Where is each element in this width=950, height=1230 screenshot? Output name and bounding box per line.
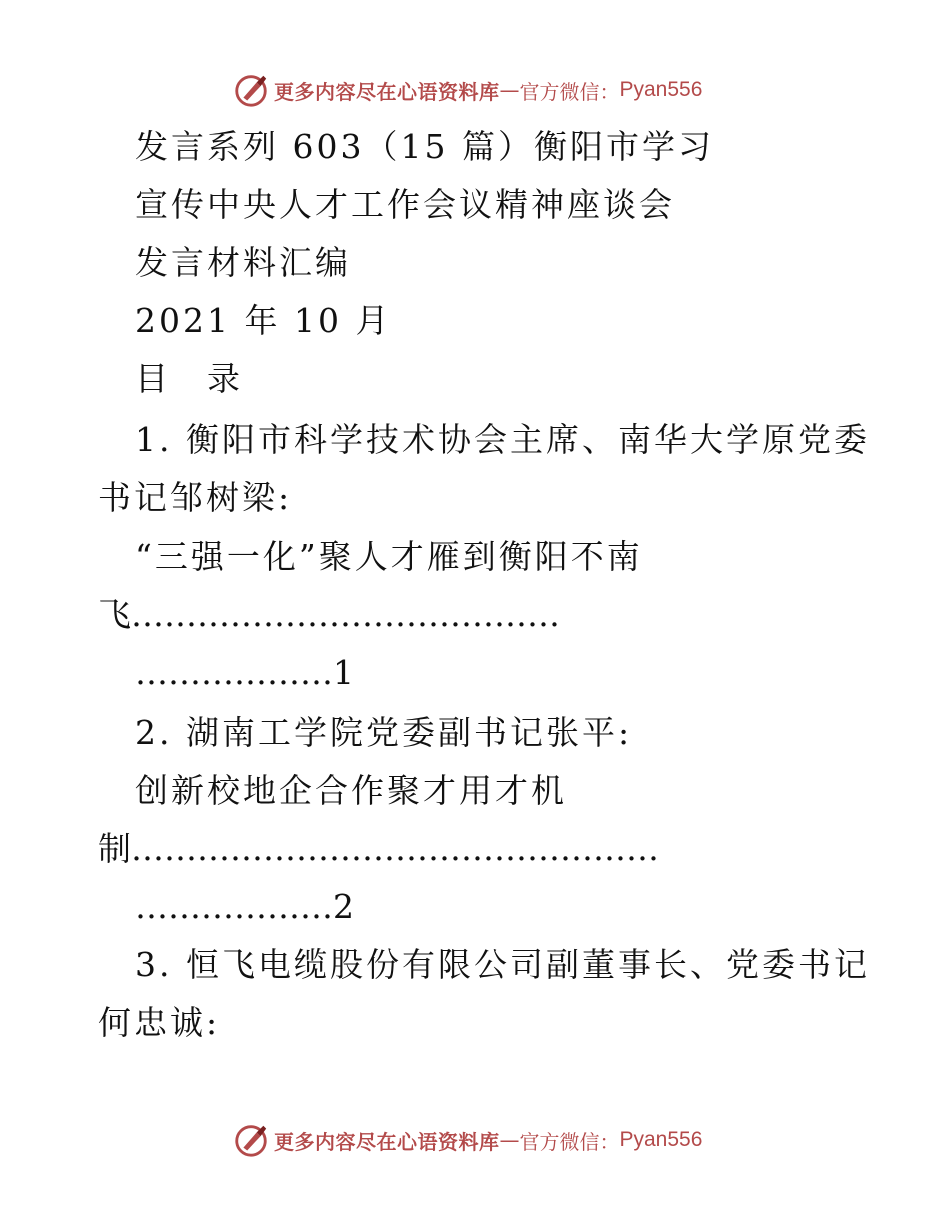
banner-text: 更多内容尽在心语资料库 (274, 1129, 500, 1154)
pen-logo-icon (232, 71, 270, 109)
banner-dash: — (499, 78, 520, 102)
watermark-banner-bottom (232, 1120, 702, 1160)
toc-entry-3-speaker-cont: 何忠诚: (98, 1003, 221, 1042)
doc-title-line-2: 宣传中央人才工作会议精神座谈会 (135, 185, 675, 224)
toc-entry-3-speaker: 3. 恒飞电缆股份有限公司副董事长、党委书记 (135, 945, 870, 984)
banner-dash: — (499, 1128, 520, 1152)
watermark-banner-top (232, 70, 702, 110)
toc-entry-2-topic: 创新校地企合作聚才用才机 (135, 771, 567, 810)
banner-wechat-id: Pyan556 (619, 1128, 703, 1151)
toc-heading: 目 录 (135, 359, 243, 398)
toc-entry-2-topic-tail: 制………………………………………… (98, 829, 659, 868)
doc-date: 2021 年 10 月 (135, 301, 392, 340)
doc-title-line-3: 发言材料汇编 (135, 243, 351, 282)
banner-wechat-label: 官方微信： (519, 79, 620, 104)
doc-title-line-1: 发言系列 603（15 篇）衡阳市学习 (135, 127, 714, 166)
toc-entry-1-topic-tail: 飞………………………………… (98, 595, 560, 634)
toc-entry-1-speaker: 1. 衡阳市科学技术协会主席、南华大学原党委 (135, 420, 870, 459)
banner-wechat-id: Pyan556 (619, 78, 703, 101)
toc-entry-1-speaker-cont: 书记邹树梁: (98, 478, 293, 517)
banner-wechat-label: 官方微信： (519, 1129, 620, 1154)
toc-entry-2-speaker: 2. 湖南工学院党委副书记张平: (135, 713, 633, 752)
toc-entry-1-page: ………………1 (135, 653, 354, 692)
toc-entry-2-page: ………………2 (135, 887, 354, 926)
toc-entry-1-topic: “三强一化”聚人才雁到衡阳不南 (135, 537, 643, 576)
pen-logo-icon (232, 1121, 270, 1159)
banner-text: 更多内容尽在心语资料库 (274, 79, 500, 104)
